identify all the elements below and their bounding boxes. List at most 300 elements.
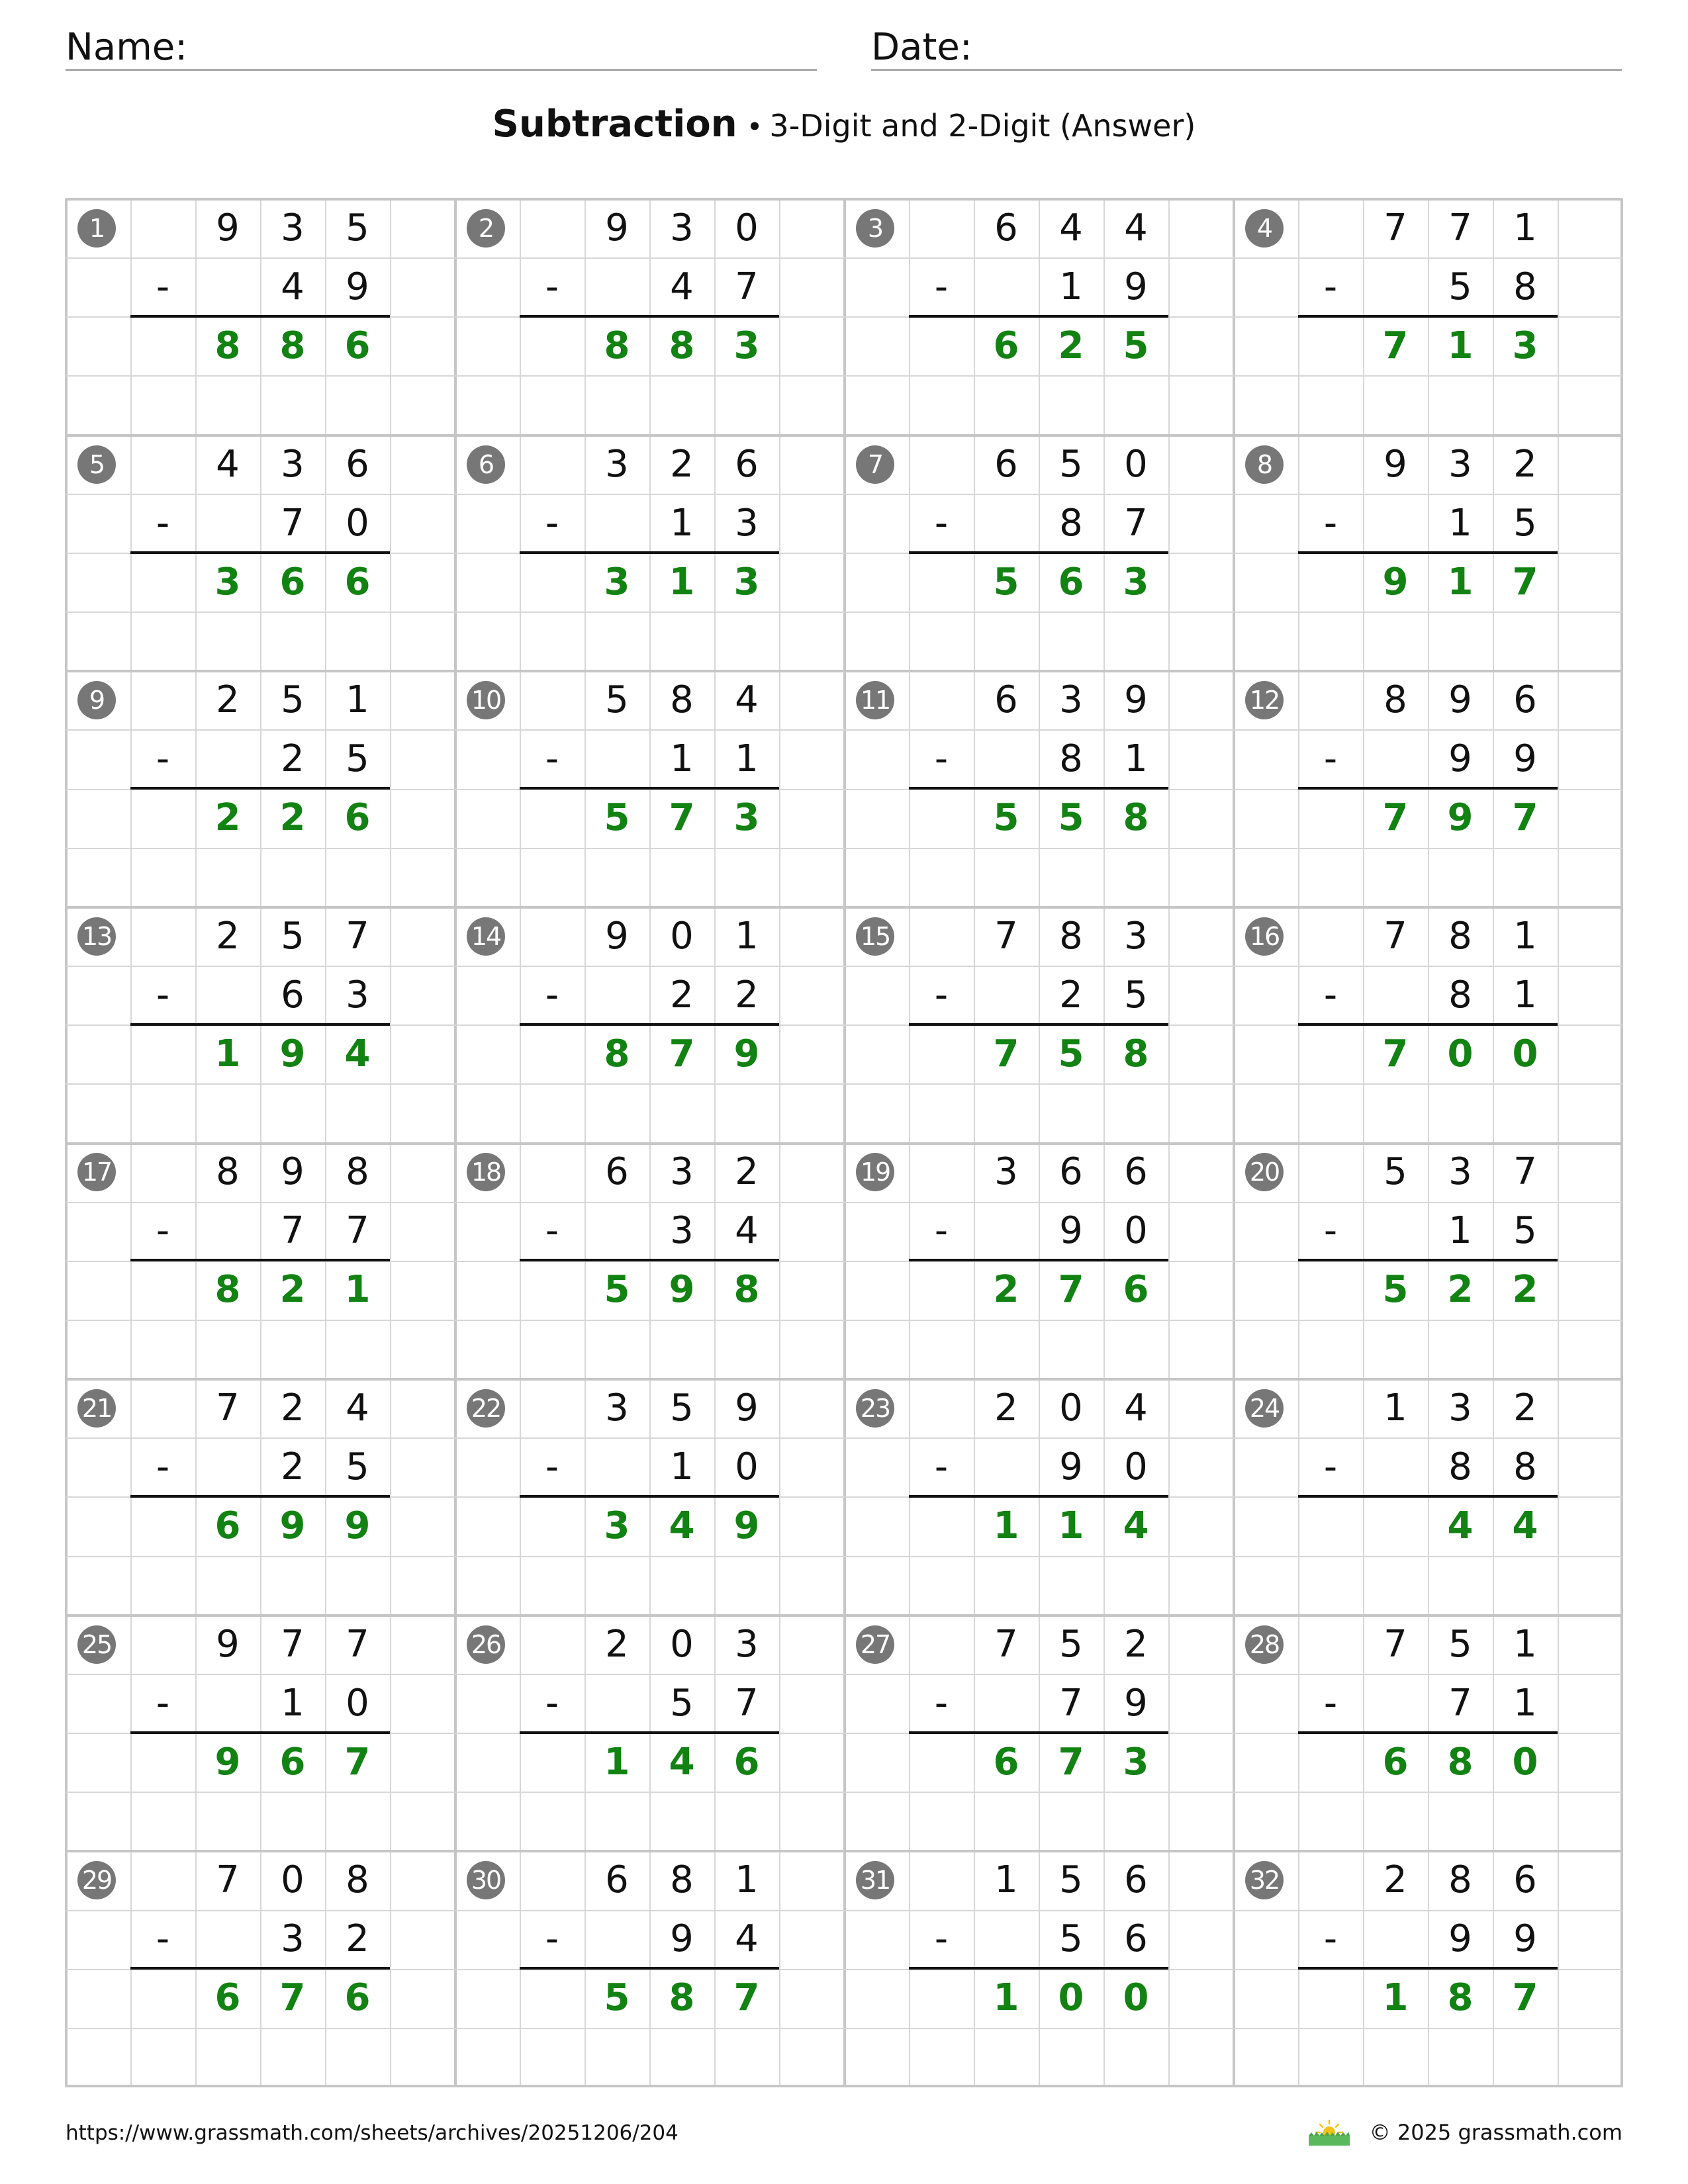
subtrahend-digit: 1 [670,1445,694,1488]
subtrahend-digit: 7 [281,1209,305,1252]
title-main: Subtraction [492,103,737,146]
minuend-digit: 3 [1059,678,1083,721]
answer-digit: 3 [733,561,760,604]
minus-sign: - [934,1445,949,1488]
minus-sign: - [156,265,170,308]
answer-digit: 7 [733,1976,760,2019]
answer-digit: 5 [604,1976,630,2019]
minuend-digit: 8 [1059,915,1083,958]
subtrahend-digit: 9 [670,1917,694,1960]
minuend-digit: 1 [1383,1387,1407,1430]
answer-digit: 3 [604,561,630,604]
minus-sign: - [545,737,559,780]
minuend-digit: 6 [346,443,369,486]
problem-number-badge: 4 [1245,209,1284,248]
answer-digit: 1 [214,1032,241,1075]
problem-grid [66,199,1622,2087]
answer-digit: 1 [993,1976,1019,2019]
minus-sign: - [545,1209,559,1252]
answer-digit: 7 [1512,796,1538,839]
subtrahend-digit: 2 [281,1445,305,1488]
minuend-digit: 6 [735,443,759,486]
subtrahend-digit: 9 [1448,737,1472,780]
problem-14 [455,907,844,1142]
minuend-digit: 5 [1448,1623,1472,1666]
subtrahend-digit: 1 [1124,737,1148,780]
problem-number-badge: 15 [856,917,894,956]
answer-digit: 9 [733,1032,760,1075]
minuend-digit: 6 [994,678,1018,721]
problem-number-badge: 6 [467,445,505,484]
subtrahend-digit: 1 [281,1682,305,1725]
minuend-digit: 1 [735,1858,759,1901]
problem-5 [66,435,455,670]
minuend-digit: 5 [346,206,369,250]
answer-digit: 7 [1382,324,1409,367]
subtrahend-digit: 1 [735,737,759,780]
problem-10 [455,670,844,906]
problem-number-badge: 8 [1245,445,1284,484]
minuend-digit: 4 [1124,1387,1148,1430]
subtrahend-digit: 9 [1059,1445,1083,1488]
subtrahend-digit: 7 [1124,502,1148,545]
minus-sign: - [934,1682,949,1725]
problem-number-badge: 25 [77,1625,116,1664]
problem-2 [455,199,844,434]
subtrahend-digit: 1 [1059,265,1083,308]
answer-digit: 2 [993,1268,1019,1311]
subtrahend-digit: 1 [1513,974,1537,1017]
minus-sign: - [1323,974,1338,1017]
minuend-digit: 9 [1448,678,1472,721]
answer-digit: 2 [1447,1268,1474,1311]
subtrahend-digit: 5 [1513,1209,1537,1252]
answer-digit: 0 [1123,1976,1149,2019]
minuend-digit: 7 [216,1858,240,1901]
answer-digit: 4 [669,1504,695,1547]
problem-26 [455,1615,844,1850]
answer-digit: 7 [1058,1741,1084,1784]
subtrahend-digit: 1 [670,502,694,545]
minuend-digit: 7 [1513,1150,1537,1193]
minuend-digit: 7 [994,1623,1018,1666]
answer-digit: 1 [604,1741,630,1784]
answer-digit: 9 [669,1268,695,1311]
minuend-digit: 2 [1383,1858,1407,1901]
subtrahend-digit: 5 [1059,1917,1083,1960]
minuend-digit: 7 [1448,206,1472,250]
minuend-digit: 4 [1124,206,1148,250]
problem-number-badge: 18 [467,1153,505,1191]
minuend-digit: 9 [735,1387,759,1430]
answer-digit: 7 [993,1032,1019,1075]
answer-digit: 7 [1382,1032,1409,1075]
answer-digit: 4 [1447,1504,1474,1547]
problem-number-badge: 22 [467,1389,505,1428]
minuend-digit: 8 [670,1858,694,1901]
answer-digit: 6 [993,324,1019,367]
problem-31 [844,1850,1233,2086]
answer-digit: 1 [1447,324,1474,367]
problem-number-badge: 17 [77,1153,116,1191]
minuend-digit: 6 [1513,1858,1537,1901]
minuend-digit: 4 [346,1387,369,1430]
problem-23 [844,1379,1233,1614]
answer-digit: 5 [993,561,1019,604]
minuend-digit: 2 [605,1623,629,1666]
subtrahend-digit: 5 [1124,974,1148,1017]
answer-digit: 1 [1382,1976,1409,2019]
problem-12 [1233,670,1622,906]
answer-digit: 0 [1447,1032,1474,1075]
problem-18 [455,1142,844,1378]
problem-number-badge: 19 [856,1153,894,1191]
answer-digit: 4 [344,1032,371,1075]
date-label: Date: [871,26,972,69]
answer-digit: 1 [344,1268,371,1311]
minuend-digit: 2 [1124,1623,1148,1666]
answer-digit: 8 [1447,1976,1474,2019]
subtrahend-digit: 7 [1448,1682,1472,1725]
minus-sign: - [156,737,170,780]
problem-8 [1233,435,1622,670]
subtrahend-digit: 9 [1513,1917,1537,1960]
minuend-digit: 8 [1448,1858,1472,1901]
minuend-digit: 5 [1383,1150,1407,1193]
answer-digit: 8 [214,324,241,367]
minuend-digit: 1 [1513,915,1537,958]
minuend-digit: 2 [1513,443,1537,486]
minuend-digit: 3 [1124,915,1148,958]
subtrahend-digit: 0 [1124,1445,1148,1488]
answer-digit: 6 [279,561,306,604]
minuend-digit: 9 [605,206,629,250]
minuend-digit: 6 [994,443,1018,486]
minuend-digit: 6 [605,1150,629,1193]
answer-digit: 6 [993,1741,1019,1784]
subtrahend-digit: 8 [1448,1445,1472,1488]
minuend-digit: 2 [735,1150,759,1193]
answer-digit: 4 [1512,1504,1538,1547]
subtrahend-digit: 4 [281,265,305,308]
problem-number-badge: 12 [1245,681,1284,719]
answer-digit: 7 [344,1741,371,1784]
minuend-digit: 1 [1513,206,1537,250]
minuend-digit: 2 [216,678,240,721]
problem-number-badge: 11 [856,681,894,719]
subtrahend-digit: 6 [281,974,305,1017]
answer-digit: 5 [1123,324,1149,367]
subtrahend-digit: 5 [1513,502,1537,545]
minus-sign: - [545,974,559,1017]
problem-13 [66,907,455,1142]
problem-29 [66,1850,455,2086]
problem-number-badge: 31 [856,1861,894,1899]
subtrahend-digit: 6 [1124,1917,1148,1960]
minuend-digit: 3 [281,206,305,250]
minuend-digit: 7 [281,1623,305,1666]
subtrahend-digit: 7 [281,502,305,545]
answer-digit: 8 [604,324,630,367]
answer-digit: 0 [1512,1032,1538,1075]
answer-digit: 8 [669,324,695,367]
answer-digit: 5 [604,1268,630,1311]
problem-7 [844,435,1233,670]
minuend-digit: 5 [670,1387,694,1430]
minus-sign: - [156,974,170,1017]
minuend-digit: 5 [281,915,305,958]
answer-digit: 7 [279,1976,306,2019]
subtrahend-digit: 2 [281,737,305,780]
answer-digit: 4 [1123,1504,1149,1547]
answer-digit: 7 [1382,796,1409,839]
answer-digit: 2 [279,1268,306,1311]
problem-number-badge: 30 [467,1861,505,1899]
minuend-digit: 6 [1059,1150,1083,1193]
problem-number-badge: 27 [856,1625,894,1664]
answer-digit: 7 [1058,1268,1084,1311]
minus-sign: - [156,1917,170,1960]
problem-22 [455,1379,844,1614]
subtrahend-digit: 9 [1124,1682,1148,1725]
minuend-digit: 3 [281,443,305,486]
subtrahend-digit: 2 [670,974,694,1017]
minuend-digit: 2 [994,1387,1018,1430]
answer-digit: 9 [733,1504,760,1547]
problem-number-badge: 14 [467,917,505,956]
subtrahend-digit: 2 [346,1917,369,1960]
minuend-digit: 5 [1059,1858,1083,1901]
subtrahend-digit: 5 [1448,265,1472,308]
minus-sign: - [1323,1445,1338,1488]
problem-number-badge: 3 [856,209,894,248]
minuend-digit: 5 [1059,443,1083,486]
subtrahend-digit: 4 [735,1917,759,1960]
minuend-digit: 2 [670,443,694,486]
minuend-digit: 7 [994,915,1018,958]
subtrahend-digit: 1 [670,737,694,780]
minuend-digit: 1 [994,1858,1018,1901]
problem-32 [1233,1850,1622,2086]
subtrahend-digit: 1 [1448,502,1472,545]
minuend-digit: 8 [1448,915,1472,958]
problem-1 [66,199,455,434]
minus-sign: - [545,1917,559,1960]
minus-sign: - [1323,502,1338,545]
answer-digit: 0 [1512,1741,1538,1784]
answer-digit: 2 [1512,1268,1538,1311]
problem-number-badge: 20 [1245,1153,1284,1191]
problem-16 [1233,907,1622,1142]
problem-27 [844,1615,1233,1850]
minuend-digit: 2 [1513,1387,1537,1430]
subtrahend-digit: 0 [346,1682,369,1725]
subtrahend-digit: 4 [670,265,694,308]
problem-19 [844,1142,1233,1378]
minuend-digit: 6 [1513,678,1537,721]
minus-sign: - [1323,265,1338,308]
title-subtitle: 3-Digit and 2-Digit (Answer) [769,108,1196,144]
minuend-digit: 3 [1448,443,1472,486]
subtrahend-digit: 7 [346,1209,369,1252]
title-bullet: • [746,111,763,143]
minuend-digit: 0 [1124,443,1148,486]
subtrahend-digit: 3 [346,974,369,1017]
problem-11 [844,670,1233,906]
answer-digit: 8 [279,324,306,367]
problem-number-badge: 5 [77,445,116,484]
minus-sign: - [934,974,949,1017]
subtrahend-digit: 2 [1059,974,1083,1017]
answer-digit: 6 [214,1504,241,1547]
date-field[interactable] [871,19,1622,71]
minuend-digit: 8 [1383,678,1407,721]
answer-digit: 3 [733,324,760,367]
answer-digit: 2 [1058,324,1084,367]
problem-4 [1233,199,1622,434]
minus-sign: - [934,737,949,780]
answer-digit: 6 [214,1976,241,2019]
minuend-digit: 5 [605,678,629,721]
subtrahend-digit: 3 [670,1209,694,1252]
answer-digit: 5 [993,796,1019,839]
minuend-digit: 6 [1124,1150,1148,1193]
subtrahend-digit: 7 [735,265,759,308]
subtrahend-digit: 3 [281,1917,305,1960]
minuend-digit: 3 [1448,1150,1472,1193]
minuend-digit: 4 [1059,206,1083,250]
answer-digit: 9 [279,1032,306,1075]
minuend-digit: 5 [1059,1623,1083,1666]
problem-number-badge: 23 [856,1389,894,1428]
answer-digit: 3 [1512,324,1538,367]
minus-sign: - [156,502,170,545]
minuend-digit: 1 [1513,1623,1537,1666]
subtrahend-digit: 2 [735,974,759,1017]
answer-digit: 3 [1123,561,1149,604]
minus-sign: - [156,1445,170,1488]
answer-digit: 9 [1447,796,1474,839]
answer-digit: 5 [1382,1268,1409,1311]
subtrahend-digit: 5 [346,737,369,780]
minuend-digit: 8 [346,1858,369,1901]
minuend-digit: 9 [1124,678,1148,721]
minus-sign: - [934,265,949,308]
minuend-digit: 4 [216,443,240,486]
minuend-digit: 8 [216,1150,240,1193]
answer-digit: 6 [733,1741,760,1784]
minuend-digit: 6 [1124,1858,1148,1901]
answer-digit: 6 [344,561,371,604]
answer-digit: 8 [1447,1741,1474,1784]
minuend-digit: 7 [216,1387,240,1430]
answer-digit: 5 [1058,1032,1084,1075]
problem-15 [844,907,1233,1142]
answer-digit: 6 [1058,561,1084,604]
answer-digit: 9 [344,1504,371,1547]
minus-sign: - [545,265,559,308]
subtrahend-digit: 9 [1124,265,1148,308]
sun-over-grass-icon [1306,2118,1352,2147]
minuend-digit: 3 [1448,1387,1472,1430]
subtrahend-digit: 7 [1059,1682,1083,1725]
answer-digit: 2 [214,796,241,839]
minuend-digit: 1 [346,678,369,721]
minus-sign: - [545,502,559,545]
answer-digit: 6 [1382,1741,1409,1784]
minus-sign: - [1323,1917,1338,1960]
minuend-digit: 6 [994,206,1018,250]
minuend-digit: 3 [994,1150,1018,1193]
answer-digit: 0 [1058,1976,1084,2019]
answer-digit: 7 [1512,1976,1538,2019]
problem-number-badge: 16 [1245,917,1284,956]
minuend-digit: 2 [216,915,240,958]
problem-21 [66,1379,455,1614]
answer-digit: 3 [1123,1741,1149,1784]
answer-digit: 1 [993,1504,1019,1547]
worksheet-title [0,103,1688,146]
problem-30 [455,1850,844,2086]
answer-digit: 1 [1447,561,1474,604]
subtrahend-digit: 0 [735,1445,759,1488]
minuend-digit: 3 [670,1150,694,1193]
problem-28 [1233,1615,1622,1850]
subtrahend-digit: 9 [1513,737,1537,780]
minus-sign: - [934,502,949,545]
minuend-digit: 7 [1383,206,1407,250]
minus-sign: - [934,1209,949,1252]
problem-number-badge: 13 [77,917,116,956]
problem-number-badge: 24 [1245,1389,1284,1428]
problem-number-badge: 10 [467,681,505,719]
minuend-digit: 0 [670,915,694,958]
problem-3 [844,199,1233,434]
answer-digit: 7 [669,1032,695,1075]
answer-digit: 8 [669,1976,695,2019]
answer-digit: 9 [214,1741,241,1784]
minuend-digit: 9 [1383,443,1407,486]
answer-digit: 8 [1123,796,1149,839]
name-label: Name: [66,26,188,69]
minus-sign: - [1323,737,1338,780]
subtrahend-digit: 7 [735,1682,759,1725]
problem-20 [1233,1142,1622,1378]
subtrahend-digit: 8 [1448,974,1472,1017]
subtrahend-digit: 1 [1513,1682,1537,1725]
minus-sign: - [545,1682,559,1725]
answer-digit: 5 [604,796,630,839]
answer-digit: 3 [214,561,241,604]
minuend-digit: 0 [670,1623,694,1666]
subtrahend-digit: 3 [735,502,759,545]
problem-number-badge: 7 [856,445,894,484]
minuend-digit: 7 [346,915,369,958]
minuend-digit: 5 [281,678,305,721]
minuend-digit: 7 [346,1623,369,1666]
problem-number-badge: 26 [467,1625,505,1664]
answer-digit: 7 [1512,561,1538,604]
minus-sign: - [934,1917,949,1960]
answer-digit: 6 [344,1976,371,2019]
minuend-digit: 8 [670,678,694,721]
minuend-digit: 7 [1383,1623,1407,1666]
name-field[interactable] [66,19,817,71]
answer-digit: 8 [604,1032,630,1075]
answer-digit: 9 [279,1504,306,1547]
problem-number-badge: 28 [1245,1625,1284,1664]
subtrahend-digit: 0 [1124,1209,1148,1252]
